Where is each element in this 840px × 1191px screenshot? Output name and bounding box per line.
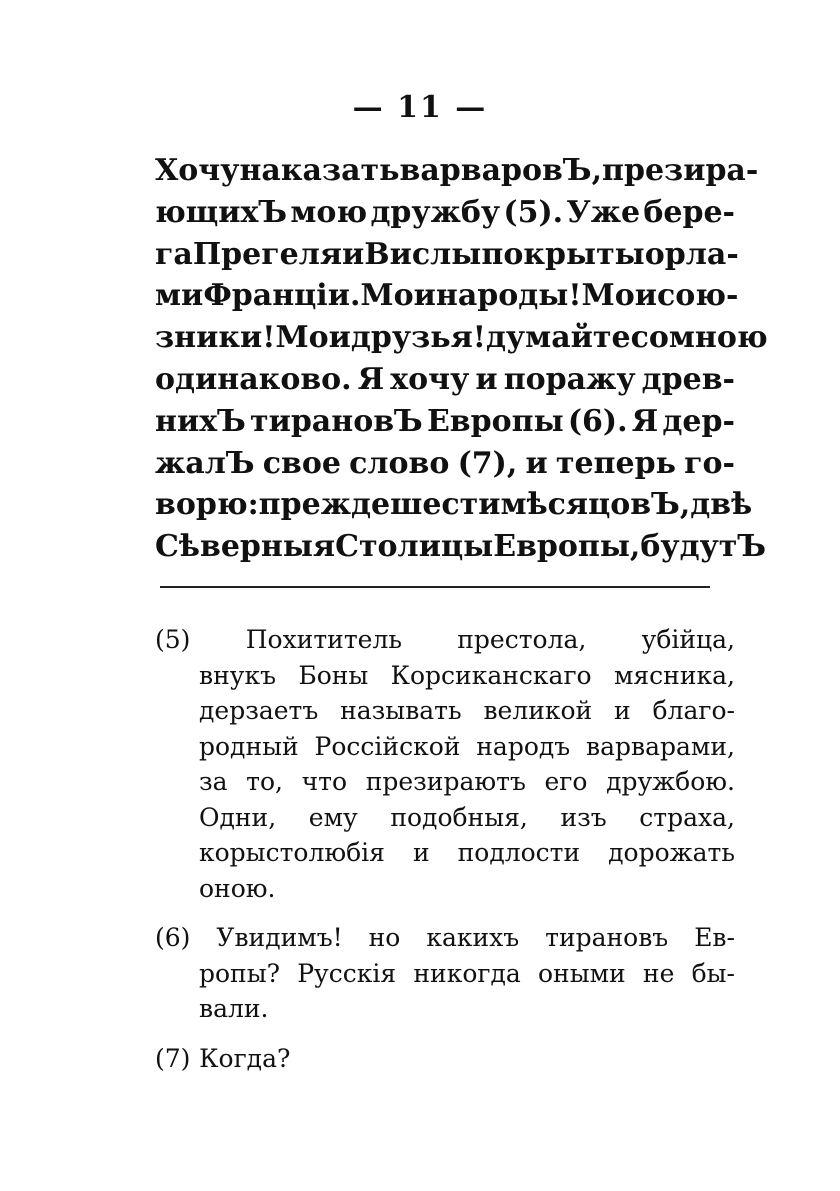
- word: Я: [357, 361, 385, 397]
- word: Столицы: [335, 529, 494, 565]
- footnote: [155, 622, 735, 906]
- main-text: [155, 150, 768, 568]
- word: дер-: [662, 403, 735, 439]
- word: подлости: [457, 838, 581, 867]
- word: и: [525, 445, 548, 481]
- word: Одни,: [199, 802, 277, 832]
- word: престола,: [457, 625, 587, 654]
- word: ющихЪ: [155, 194, 288, 230]
- footnote-line: [155, 871, 735, 907]
- footnote-line: [155, 729, 735, 765]
- word: внукъ: [199, 660, 276, 690]
- word: благо-: [652, 696, 735, 725]
- word: мною: [668, 320, 768, 356]
- word: га: [155, 236, 193, 272]
- footnote-line: [155, 991, 735, 1027]
- word: Русскія: [297, 958, 397, 988]
- word: ему: [308, 802, 358, 832]
- word: ропы?: [199, 958, 281, 988]
- word: корыстолюбія: [199, 838, 385, 867]
- word: Мои: [360, 278, 436, 314]
- word: одинаково.: [155, 361, 352, 397]
- footnote: [155, 920, 735, 1027]
- word: жалЪ: [155, 445, 255, 481]
- text-line: [155, 150, 759, 192]
- text-line: [155, 484, 753, 526]
- word: Увидимъ!: [216, 923, 343, 952]
- word: варваровЪ: [399, 153, 592, 188]
- word: мою: [290, 194, 368, 230]
- word: Прегеля: [192, 236, 343, 272]
- word: наказать: [239, 153, 400, 188]
- word: нихЪ: [155, 403, 246, 439]
- text-line: [155, 401, 735, 443]
- word: Хочу: [155, 153, 240, 188]
- word: (5).: [503, 194, 564, 230]
- word: бере-: [643, 194, 735, 230]
- word: Уже: [566, 194, 641, 230]
- word: древ-: [641, 361, 735, 397]
- word: изъ: [560, 802, 607, 832]
- word: Похититель: [245, 625, 402, 654]
- word: оными: [537, 958, 626, 988]
- word: ,: [591, 153, 603, 188]
- word: зники!: [155, 320, 276, 356]
- word: думайте: [485, 320, 631, 356]
- word: мѣсяцовЪ,: [500, 487, 691, 523]
- footnote-marker: (7): [155, 1043, 191, 1073]
- footnote-divider: [160, 586, 710, 588]
- word: поражу: [503, 361, 636, 397]
- word: двѣ: [690, 487, 753, 523]
- text-line: [155, 275, 739, 317]
- word: и: [342, 236, 365, 272]
- word: покрыты: [481, 236, 645, 272]
- word: Ев-: [694, 923, 735, 952]
- word: то,: [246, 767, 284, 796]
- footnotes: [155, 622, 735, 1090]
- word: страха,: [639, 802, 735, 832]
- word: подобныя,: [390, 802, 528, 832]
- word: Европы: [426, 403, 564, 439]
- text-line: [155, 526, 767, 568]
- word: родный: [199, 731, 299, 761]
- word: Я: [631, 403, 659, 439]
- word: великой: [483, 696, 593, 725]
- word: орла-: [644, 236, 739, 272]
- footnote-marker: (6): [155, 923, 191, 952]
- word: свое: [262, 445, 341, 481]
- footnote-marker: (5): [155, 625, 191, 654]
- text-line: [155, 359, 735, 401]
- text-line: [155, 443, 735, 485]
- word: что: [301, 767, 348, 796]
- word: тирановъ: [545, 923, 669, 952]
- word: дорожать: [608, 838, 735, 867]
- text-line: [155, 192, 735, 234]
- word: (7),: [457, 445, 518, 481]
- word: сою-: [656, 278, 739, 314]
- word: и: [475, 361, 498, 397]
- word: оною.: [199, 873, 276, 903]
- word: Вислы: [364, 236, 482, 272]
- text-line: [155, 234, 739, 276]
- word: называть: [340, 696, 462, 725]
- word: презираютъ: [365, 767, 526, 796]
- word: варварами,: [586, 731, 735, 761]
- word: презира-: [602, 153, 759, 188]
- footnote-line: [155, 800, 735, 836]
- footnote-line: [155, 835, 735, 871]
- word: Боны: [298, 660, 369, 690]
- word: но: [368, 923, 401, 952]
- word: будутЪ: [640, 529, 767, 565]
- word: ворю:: [155, 487, 259, 523]
- word: прежде: [258, 487, 391, 523]
- footnote-line: [155, 764, 735, 800]
- word: мясника,: [613, 660, 735, 690]
- word: Франціи.: [203, 278, 361, 314]
- word: и: [614, 696, 631, 725]
- word: ми: [155, 278, 204, 314]
- word: Мои: [275, 320, 351, 356]
- word: Мои: [581, 278, 657, 314]
- word: теперь: [555, 445, 676, 481]
- word: Россійской: [314, 731, 461, 761]
- footnote-line: [155, 622, 735, 658]
- footnote-line: [155, 693, 735, 729]
- word: никогда: [413, 958, 521, 988]
- page-number: — 11 —: [352, 90, 488, 125]
- footnote: [155, 1041, 735, 1077]
- word: Сѣверныя: [155, 529, 336, 565]
- footnote-line: [155, 956, 735, 992]
- footnote-line: [155, 1041, 735, 1077]
- text-line: [155, 317, 768, 359]
- word: за: [199, 767, 228, 796]
- word: вали.: [199, 994, 269, 1023]
- word: народъ: [476, 731, 571, 761]
- word: со: [630, 320, 669, 356]
- word: шести: [390, 487, 501, 523]
- word: (6).: [567, 403, 628, 439]
- word: Европы,: [493, 529, 641, 565]
- word: Корсиканскаго: [390, 660, 592, 690]
- word: слово: [349, 445, 450, 481]
- word: Когда?: [199, 1043, 291, 1073]
- word: дерзаетъ: [199, 696, 319, 725]
- word: его: [544, 767, 588, 796]
- word: хочу: [390, 361, 470, 397]
- word: не: [642, 958, 675, 988]
- word: бы-: [691, 958, 735, 988]
- word: народы!: [435, 278, 582, 314]
- word: друзья!: [350, 320, 486, 356]
- word: го-: [684, 445, 735, 481]
- word: какихъ: [426, 923, 520, 952]
- word: и: [412, 838, 430, 867]
- footnote-line: [155, 920, 735, 956]
- word: тирановЪ: [249, 403, 423, 439]
- footnote-line: [155, 658, 735, 694]
- word: дружбу: [370, 194, 501, 230]
- word: дружбою.: [606, 767, 735, 796]
- word: убійца,: [641, 625, 735, 654]
